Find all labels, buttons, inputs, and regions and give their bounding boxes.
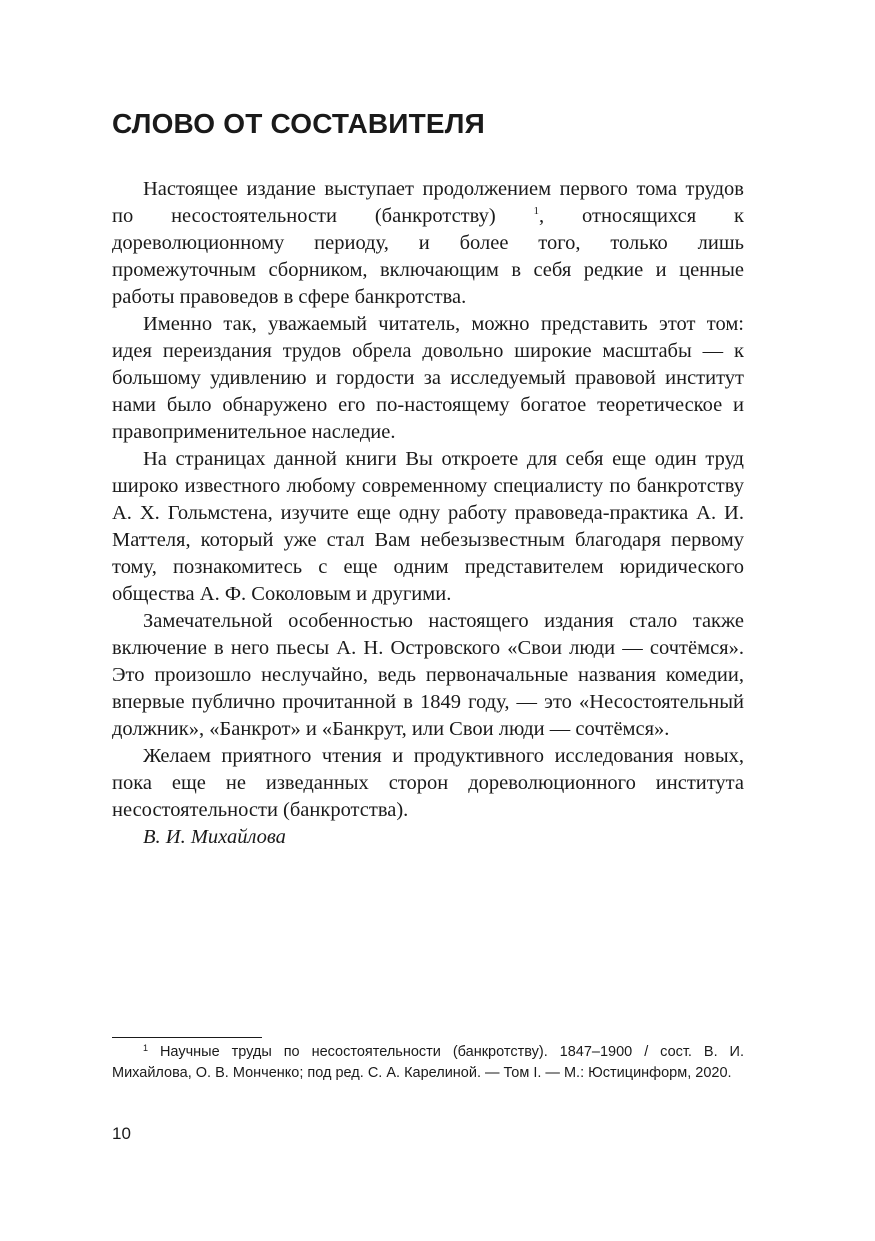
paragraph-3: На страницах данной книги Вы откроете для себя еще один труд широко известного любому современному специалисту по банкротству А. Х. Гольмстена, изучите еще одну работу правоведа-практика А. И. Маттеля, который уже стал Вам небезызвестным благодаря первому тому, познакомитесь с еще одним представителем юридического общества А. Ф. Соколовым и другими. [112, 448, 744, 605]
body-text [112, 176, 744, 851]
paragraph-1-text-end: , относящихся к дореволюционному периоду, и более того, только лишь промежуточным сборником, включающим в себя редкие и ценные работы правоведов в сфере банкротства. [112, 205, 744, 308]
footnote-text: Научные труды по несостоятельности (банкротству). 1847–1900 / сост. В. И. Михайлова, О. В. Монченко; под ред. С. А. Карелиной. — Том I. — М.: Юстицинформ, 2020. [112, 1044, 744, 1081]
paragraph-5: Желаем приятного чтения и продуктивного исследования новых, пока еще не изведанных сторон дореволюционного института несостоятельности (банкротства). [112, 745, 744, 821]
footnote-reference: 1 [533, 205, 540, 217]
author-signature: В. И. Михайлова [143, 826, 286, 848]
paragraph-4: Замечательной особенностью настоящего издания стало также включение в него пьесы А. Н. Островского «Свои люди — сочтёмся». Это произошло неслучайно, ведь первоначальные названия комедии, впервые публично прочитанной в 1849 году, — это «Несостоятельный должник», «Банкрот» и «Банкрут, или Свои люди — сочтёмся». [112, 610, 744, 740]
paragraph-1 [112, 176, 744, 311]
book-page [112, 0, 744, 1241]
page-number: 10 [112, 1124, 131, 1143]
paragraph-1-text-start: Настоящее издание выступает продолжением первого тома трудов по несостоятельности (банкротству) [112, 178, 744, 227]
page-title: СЛОВО ОТ СОСТАВИТЕЛЯ [112, 108, 485, 139]
paragraph-2: Именно так, уважаемый читатель, можно представить этот том: идея переиздания трудов обрела довольно широкие масштабы — к большому удивлению и гордости за исследуемый правовой институт нами было обнаружено его по-настоящему богатое теоретическое и правоприменительное наследие. [112, 313, 744, 443]
footnote-divider [112, 1037, 262, 1038]
footnote [112, 1042, 744, 1084]
footnote-number: 1 [143, 1043, 149, 1053]
